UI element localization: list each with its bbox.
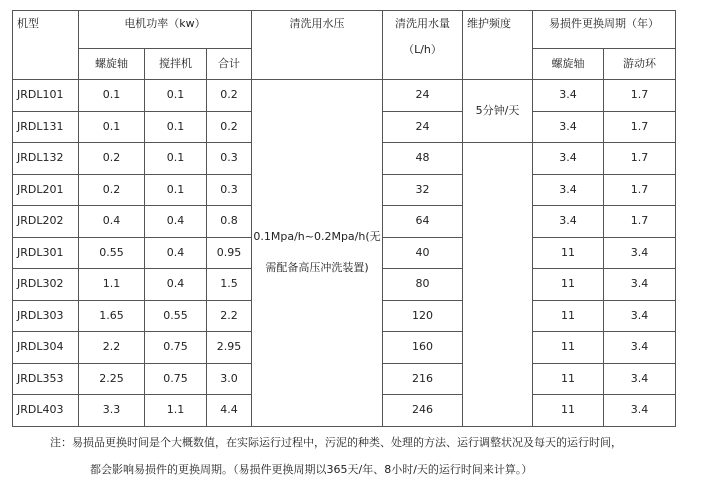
header-pressure: 清洗用水压 bbox=[252, 11, 383, 80]
cell-wear-ring: 3.4 bbox=[604, 269, 676, 301]
cell-screw-power: 1.1 bbox=[79, 269, 145, 301]
cell-mixer-power: 1.1 bbox=[145, 395, 207, 427]
cell-total-power: 0.3 bbox=[207, 174, 252, 206]
cell-mixer-power: 0.4 bbox=[145, 206, 207, 238]
spec-table bbox=[12, 10, 676, 427]
cell-total-power: 0.95 bbox=[207, 237, 252, 269]
cell-total-power: 0.2 bbox=[207, 80, 252, 112]
cell-maintenance-blank bbox=[463, 143, 533, 427]
cell-wear-ring: 3.4 bbox=[604, 395, 676, 427]
cell-wear-screw: 3.4 bbox=[533, 206, 604, 238]
cell-screw-power: 3.3 bbox=[79, 395, 145, 427]
cell-mixer-power: 0.1 bbox=[145, 111, 207, 143]
cell-total-power: 0.8 bbox=[207, 206, 252, 238]
cell-model: JRDL302 bbox=[13, 269, 79, 301]
cell-wear-screw: 3.4 bbox=[533, 111, 604, 143]
cell-screw-power: 0.55 bbox=[79, 237, 145, 269]
cell-mixer-power: 0.4 bbox=[145, 237, 207, 269]
cell-pressure bbox=[252, 80, 383, 427]
cell-flow: 120 bbox=[383, 300, 463, 332]
header-wear-screw: 螺旋轴 bbox=[533, 48, 604, 80]
cell-total-power: 2.95 bbox=[207, 332, 252, 364]
header-wear-period: 易损件更换周期（年） bbox=[533, 11, 676, 49]
cell-model: JRDL101 bbox=[13, 80, 79, 112]
cell-model: JRDL201 bbox=[13, 174, 79, 206]
cell-wear-screw: 3.4 bbox=[533, 143, 604, 175]
cell-flow: 216 bbox=[383, 363, 463, 395]
cell-wear-screw: 3.4 bbox=[533, 174, 604, 206]
cell-screw-power: 0.1 bbox=[79, 111, 145, 143]
cell-mixer-power: 0.1 bbox=[145, 80, 207, 112]
header-total: 合计 bbox=[207, 48, 252, 80]
header-motor-power: 电机功率（kw） bbox=[79, 11, 252, 49]
cell-wear-screw: 11 bbox=[533, 269, 604, 301]
cell-wear-screw: 3.4 bbox=[533, 80, 604, 112]
cell-total-power: 4.4 bbox=[207, 395, 252, 427]
header-maintenance: 维护频度 bbox=[463, 11, 533, 80]
cell-flow: 80 bbox=[383, 269, 463, 301]
pressure-line-2: 需配备高压冲洗装置) bbox=[265, 261, 369, 275]
cell-screw-power: 2.2 bbox=[79, 332, 145, 364]
header-wear-ring: 游动环 bbox=[604, 48, 676, 80]
cell-flow: 24 bbox=[383, 111, 463, 143]
header-model: 机型 bbox=[13, 11, 79, 80]
header-row-1 bbox=[13, 11, 676, 49]
header-screw-shaft: 螺旋轴 bbox=[79, 48, 145, 80]
cell-screw-power: 0.2 bbox=[79, 143, 145, 175]
cell-model: JRDL131 bbox=[13, 111, 79, 143]
header-flow-unit: （L/h） bbox=[403, 43, 442, 56]
cell-screw-power: 0.2 bbox=[79, 174, 145, 206]
cell-flow: 40 bbox=[383, 237, 463, 269]
cell-flow: 160 bbox=[383, 332, 463, 364]
cell-wear-ring: 1.7 bbox=[604, 80, 676, 112]
cell-flow: 24 bbox=[383, 80, 463, 112]
cell-mixer-power: 0.4 bbox=[145, 269, 207, 301]
cell-model: JRDL202 bbox=[13, 206, 79, 238]
cell-wear-ring: 3.4 bbox=[604, 300, 676, 332]
header-mixer: 搅拌机 bbox=[145, 48, 207, 80]
cell-mixer-power: 0.1 bbox=[145, 143, 207, 175]
cell-wear-ring: 1.7 bbox=[604, 206, 676, 238]
cell-wear-screw: 11 bbox=[533, 237, 604, 269]
cell-screw-power: 0.4 bbox=[79, 206, 145, 238]
cell-flow: 48 bbox=[383, 143, 463, 175]
cell-model: JRDL301 bbox=[13, 237, 79, 269]
cell-flow: 246 bbox=[383, 395, 463, 427]
cell-wear-screw: 11 bbox=[533, 300, 604, 332]
cell-total-power: 0.2 bbox=[207, 111, 252, 143]
cell-wear-ring: 3.4 bbox=[604, 332, 676, 364]
cell-maintenance: 5分钟/天 bbox=[463, 80, 533, 143]
cell-mixer-power: 0.75 bbox=[145, 363, 207, 395]
cell-wear-ring: 1.7 bbox=[604, 143, 676, 175]
footnote-line-1: 注：易损品更换时间是个大概数值，在实际运行过程中，污泥的种类、处理的方法、运行调整状况及每天的运行时间， bbox=[50, 436, 622, 449]
cell-screw-power: 1.65 bbox=[79, 300, 145, 332]
table-row bbox=[13, 80, 676, 112]
cell-total-power: 1.5 bbox=[207, 269, 252, 301]
cell-mixer-power: 0.1 bbox=[145, 174, 207, 206]
cell-wear-ring: 3.4 bbox=[604, 363, 676, 395]
header-flow-label: 清洗用水量 bbox=[395, 17, 450, 30]
cell-flow: 64 bbox=[383, 206, 463, 238]
cell-model: JRDL304 bbox=[13, 332, 79, 364]
pressure-line-1: 0.1Mpa/h~0.2Mpa/h(无 bbox=[253, 230, 381, 244]
cell-model: JRDL353 bbox=[13, 363, 79, 395]
cell-total-power: 3.0 bbox=[207, 363, 252, 395]
cell-wear-screw: 11 bbox=[533, 332, 604, 364]
cell-model: JRDL303 bbox=[13, 300, 79, 332]
cell-screw-power: 0.1 bbox=[79, 80, 145, 112]
cell-screw-power: 2.25 bbox=[79, 363, 145, 395]
cell-mixer-power: 0.55 bbox=[145, 300, 207, 332]
cell-total-power: 2.2 bbox=[207, 300, 252, 332]
cell-model: JRDL132 bbox=[13, 143, 79, 175]
cell-wear-ring: 1.7 bbox=[604, 174, 676, 206]
cell-total-power: 0.3 bbox=[207, 143, 252, 175]
header-flow bbox=[383, 11, 463, 80]
cell-wear-screw: 11 bbox=[533, 395, 604, 427]
footnote-line-2: 都会影响易损件的更换周期。（易损件更换周期以365天/年、8小时/天的运行时间来计算。） bbox=[90, 463, 533, 476]
footnote bbox=[50, 434, 622, 476]
cell-wear-ring: 1.7 bbox=[604, 111, 676, 143]
cell-flow: 32 bbox=[383, 174, 463, 206]
cell-model: JRDL403 bbox=[13, 395, 79, 427]
cell-wear-ring: 3.4 bbox=[604, 237, 676, 269]
cell-mixer-power: 0.75 bbox=[145, 332, 207, 364]
cell-wear-screw: 11 bbox=[533, 363, 604, 395]
